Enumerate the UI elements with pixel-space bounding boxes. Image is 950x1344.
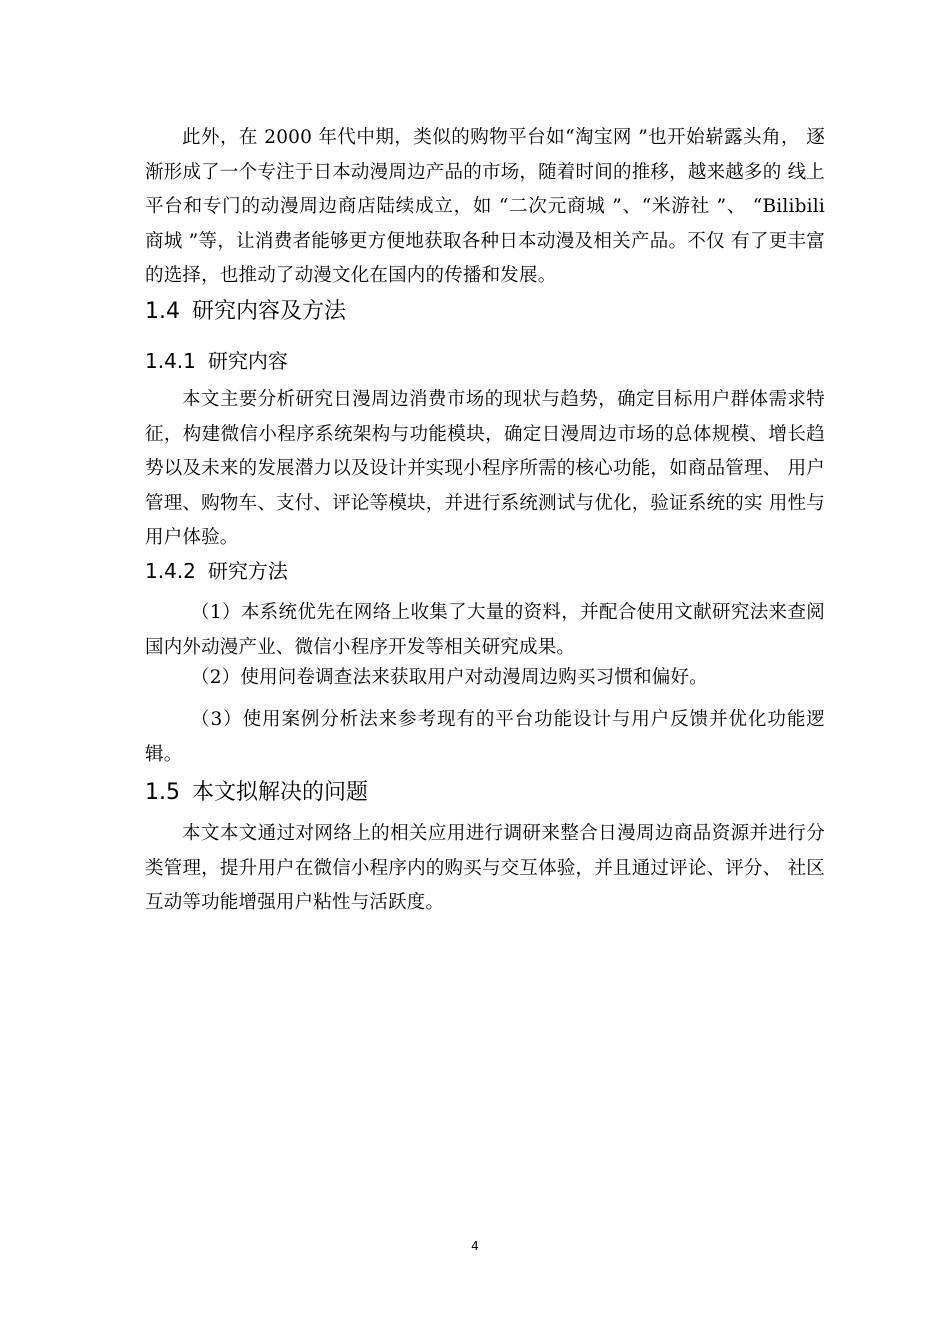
- subsection-number: 1.4.1: [145, 349, 196, 373]
- subsection-heading-1-4-2: [145, 555, 288, 584]
- section-title: 本文拟解决的问题: [192, 780, 369, 805]
- research-method-item-2: （2）使用问卷调查法来获取用户对动漫周边购买习惯和偏好。: [191, 667, 708, 688]
- subsection-title: 研究内容: [207, 349, 288, 373]
- section-heading-1-4: [145, 294, 346, 325]
- section-number: 1.4: [145, 299, 180, 324]
- section-number: 1.5: [145, 780, 180, 805]
- subsection-title: 研究方法: [207, 559, 288, 583]
- page-number: 4: [471, 1239, 479, 1253]
- section-heading-1-5: [145, 775, 368, 806]
- intro-continuation-paragraph: 此外，在 2000 年代中期，类似的购物平台如“淘宝网 ”也开始崭露头角， 逐渐形成了一个专注于日本动漫周边产品的市场，随着时间的推移，越来越多的 线上平台和专门的动漫周边商店陆续成立，如 “二次元商城 ”、“米游社 ”、 “Bilibili 商城 ”等，让消费者能够更方便地获取各种日本动漫及相关产品。不仅 有了更丰富的选择，也推动了动漫文化在国内的传播和发展。: [145, 127, 825, 286]
- subsection-heading-1-4-1: [145, 345, 288, 374]
- section-title: 研究内容及方法: [192, 299, 347, 324]
- subsection-number: 1.4.2: [145, 559, 196, 583]
- research-content-paragraph: 本文主要分析研究日漫周边消费市场的现状与趋势，确定目标用户群体需求特征，构建微信小程序系统架构与功能模块，确定日漫周边市场的总体规模、增长趋势以及未来的发展潜力以及设计并实现小程序所需的核心功能，如商品管理、 用户管理、购物车、支付、评论等模块，并进行系统测试与优化，验证系统的实 用性与用户体验。: [145, 389, 825, 548]
- research-method-item-1: （1）本系统优先在网络上收集了大量的资料，并配合使用文献研究法来查阅国内外动漫产业、微信小程序开发等相关研究成果。: [145, 602, 825, 658]
- research-method-item-3: （3）使用案例分析法来参考现有的平台功能设计与用户反馈并优化功能逻辑。: [145, 709, 825, 765]
- problems-paragraph: 本文本文通过对网络上的相关应用进行调研来整合日漫周边商品资源并进行分类管理，提升用户在微信小程序内的购买与交互体验，并且通过评论、评分、 社区互动等功能增强用户粘性与活跃度。: [145, 823, 825, 913]
